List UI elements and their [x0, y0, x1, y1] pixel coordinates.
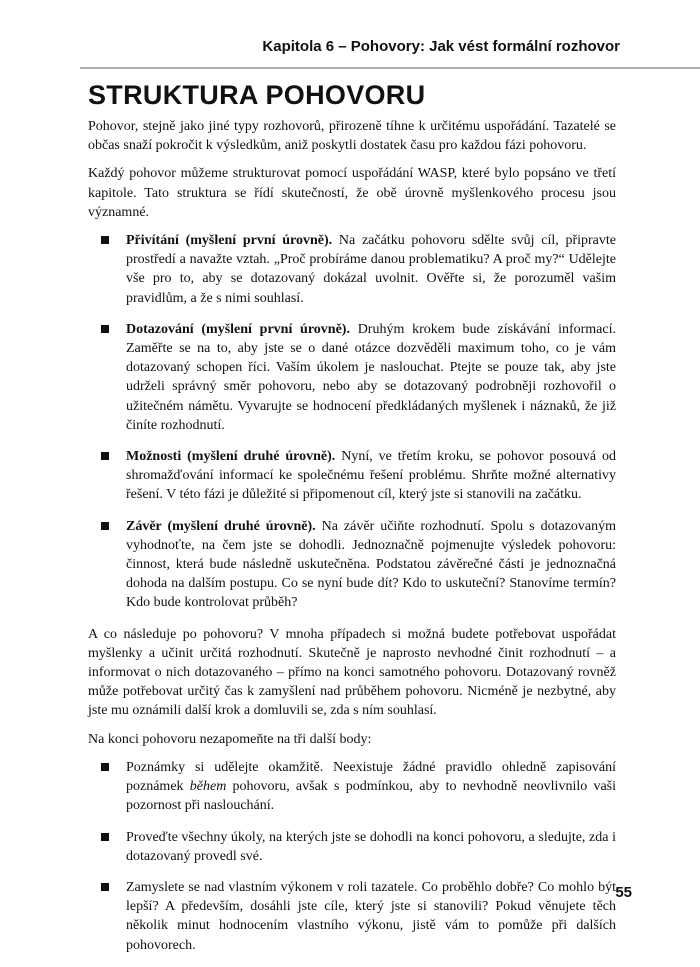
item-text: Poznámky si udělejte okamžitě. Neexistuje žádné pravidlo ohledně zapisování poznámek	[126, 759, 616, 795]
list-item	[88, 517, 616, 613]
section-title: STRUKTURA POHOVORU	[88, 80, 426, 110]
item-lead: Závěr (myšlení druhé úrovně).	[126, 518, 316, 534]
item-text: Na začátku pohovoru sdělte svůj cíl, připravte prostředí a navažte vztah. „Proč probíráme danou problematiku? A proč my?“ Udělejte vše pro to, aby se dotazovaný dokázal uvolnit. Ověřte si, že porozuměl vašim pravidlům, a že s nimi souhlasí.	[126, 233, 617, 306]
item-emphasis: během	[189, 779, 227, 795]
list-item	[88, 828, 616, 866]
list-item	[88, 447, 616, 505]
list-item	[88, 320, 616, 435]
paragraph: Každý pohovor můžeme strukturovat pomocí uspořádání WASP, které bylo popsáno ve třetí kapitole. Tato struktura se řídí skutečností, že obě úrovně myšlenkového procesu jsou významné.	[88, 166, 616, 220]
item-text: Zamyslete se nad vlastním výkonem v roli tazatele. Co proběhlo dobře? Co mohlo být lepší? A především, dosáhli jste cíle, který jste si stanovili? Pokud věnujete těch několik minut hodnocením vlastního výkonu, jistě vám to pomůže při dalších pohovorech.	[126, 879, 616, 953]
wasp-list	[88, 231, 616, 613]
item-lead: Dotazování (myšlení první úrovně).	[126, 321, 350, 337]
page-number: 55	[615, 884, 632, 901]
item-text: Druhým krokem bude získávání informací. Zaměřte se na to, aby jste se o dané otázce dozvěděli maximum toho, co je vám dotazovaný schopen říci. Vaším úkolem je naslouchat. Ptejte se pouze tak, aby jste udrželi správný směr pohovoru, nebo aby se dotazovaný podrobněji rozhovořil o užitečném námětu. Vyvarujte se hodnocení předkládaných myšlenek i náznaků, že již činíte rozhodnutí.	[126, 321, 616, 433]
list-item	[88, 878, 616, 955]
bullet-square-icon	[101, 236, 109, 244]
item-lead: Možnosti (myšlení druhé úrovně).	[126, 449, 336, 465]
body-text	[88, 117, 616, 967]
item-text: Nyní, ve třetím kroku, se pohovor posouvá od shromažďování informací ke společnému řešení problému. Shrňte možné alternativy řešení. V této fázi je důležité si připomenout cíl, který jste si stanovili na začátku.	[126, 449, 617, 503]
paragraph: Pohovor, stejně jako jiné typy rozhovorů, přirozeně tíhne k určitému uspořádání. Tazatelé se občas snaží pokročit k výsledkům, aniž poskytli dostatek času pro každou fázi pohovoru.	[88, 119, 616, 154]
bullet-square-icon	[101, 325, 109, 333]
item-text: pohovoru, avšak s podmínkou, aby to nevhodně neovlivnilo vaši pozornost při naslouchání.	[126, 779, 617, 814]
header-rule	[80, 67, 700, 69]
item-text: Na závěr učiňte rozhodnutí. Spolu s dotazovaným vyhodnoťte, na čem jste se dohodli. Jednoznačně pojmenujte výsledek pohovoru: činnost, která bude následně uskutečněna. Podstatou závěrečné části je jednoznačná dohoda na dalším postupu. Co se nyní bude dít? Kdo to uskuteční? Stanovíme termín? Kdo bude kontrolovat průběh?	[126, 518, 616, 611]
bullet-square-icon	[101, 883, 109, 891]
item-lead: Přivítání (myšlení první úrovně).	[126, 233, 333, 249]
bullet-square-icon	[101, 522, 109, 530]
paragraph: Na konci pohovoru nezapomeňte na tři další body:	[88, 731, 372, 747]
bullet-square-icon	[101, 763, 109, 771]
running-head: Kapitola 6 – Pohovory: Jak vést formální rozhovor	[262, 38, 620, 55]
item-text: Proveďte všechny úkoly, na kterých jste se dohodli na konci pohovoru, a sledujte, zda i dotazovaný provedl své.	[126, 829, 616, 864]
list-item	[88, 758, 616, 816]
list-item	[88, 231, 616, 308]
final-points-list	[88, 758, 616, 955]
bullet-square-icon	[101, 833, 109, 841]
bullet-square-icon	[101, 452, 109, 460]
paragraph: A co následuje po pohovoru? V mnoha případech si možná budete potřebovat uspořádat myšlenky a učinit určitá rozhodnutí. Skutečně je naprosto nevhodné činit rozhodnutí – a informovat o nich dotazovaného – přímo na konci samotného pohovoru. Dotazovaný rovněž může potřebovat určitý čas k zamyšlení nad průběhem pohovoru. Nicméně je nezbytné, aby jste mu oznámili další krok a domluvili se, zda s ním souhlasí.	[88, 626, 616, 719]
